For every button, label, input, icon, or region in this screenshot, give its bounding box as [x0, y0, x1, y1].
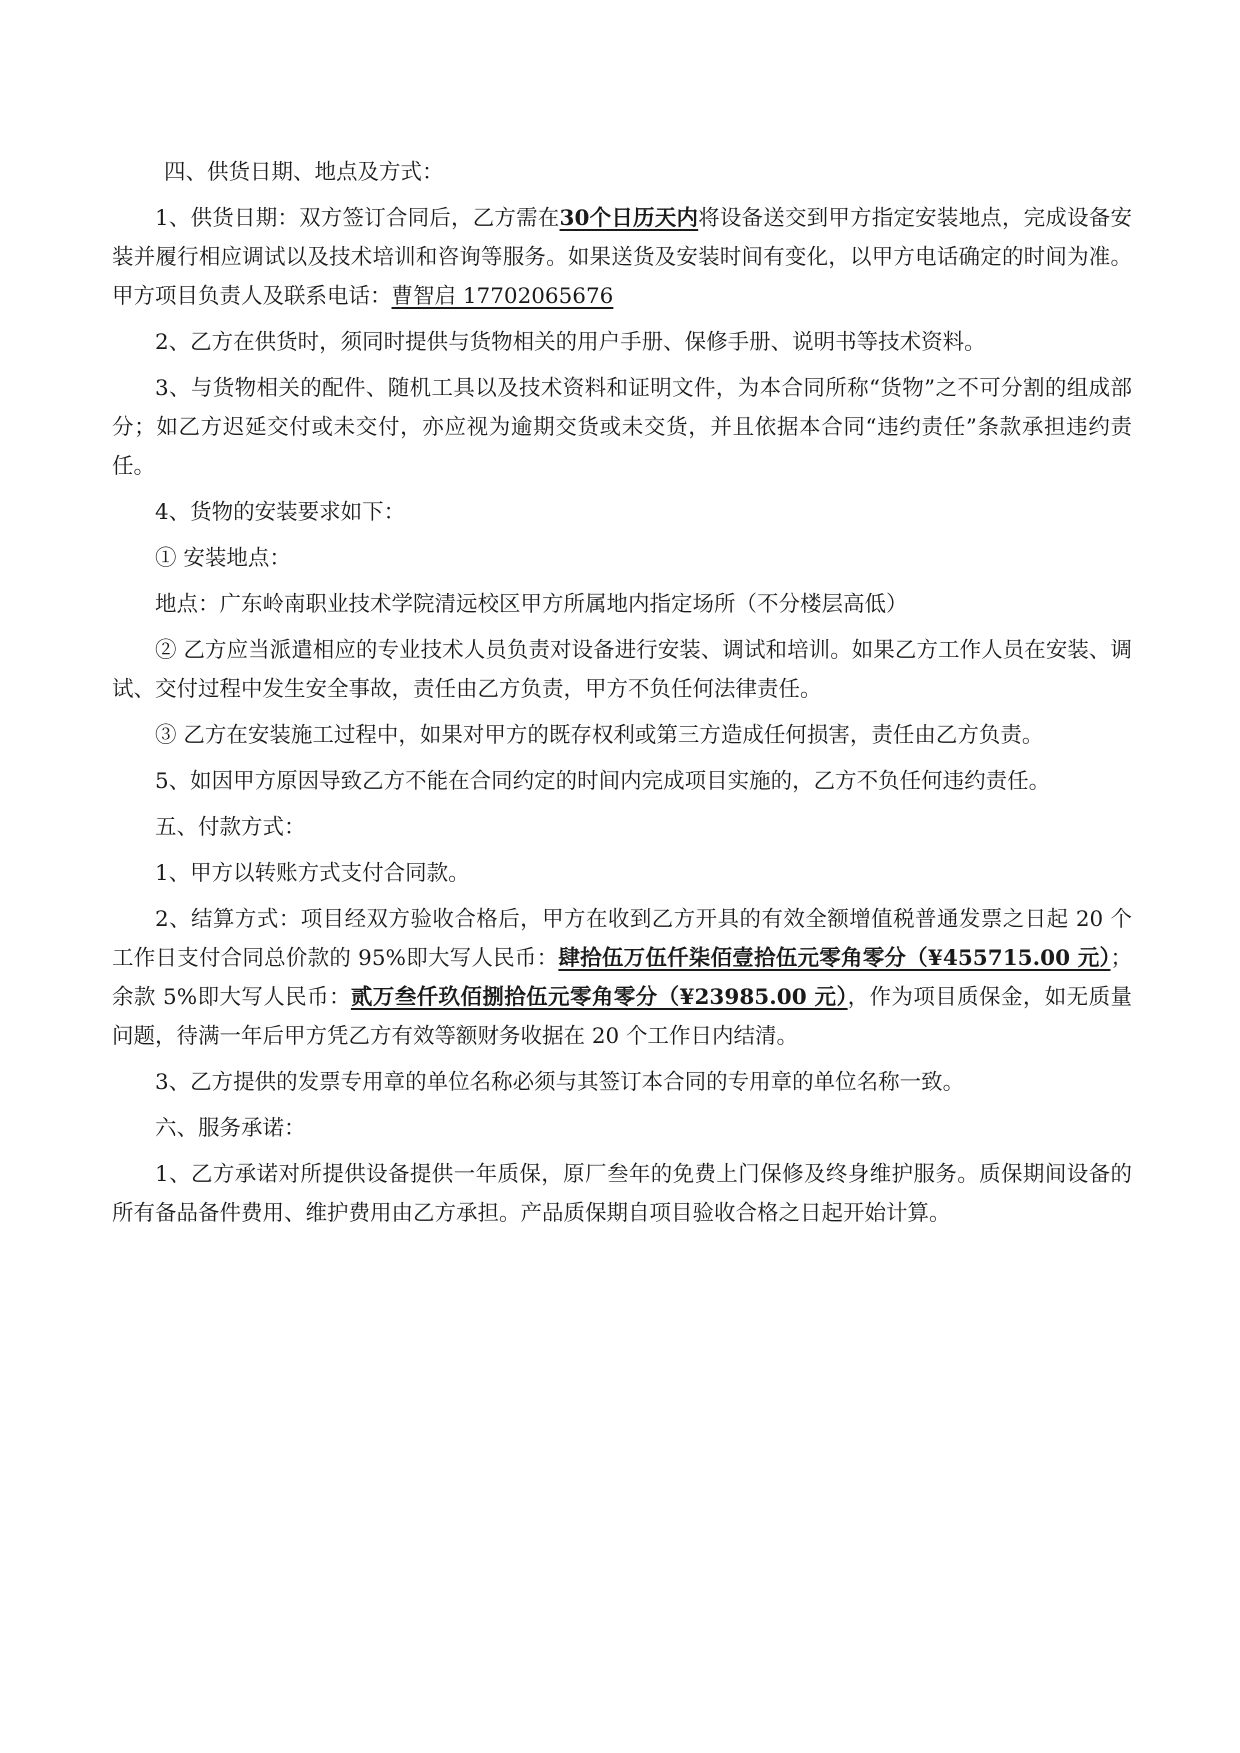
section4-accessories: 3、与货物相关的配件、随机工具以及技术资料和证明文件，为本合同所称“货物”之不可分割的组成部分；如乙方迟延交付或未交付，亦应视为逾期交货或未交货，并且依据本合同“违约责任”条款承担违约责任。 — [112, 376, 1132, 479]
install-personnel: ② 乙方应当派遣相应的专业技术人员负责对设备进行安装、调试和培训。如果乙方工作人员在安装、调试、交付过程中发生安全事故，责任由乙方负责，甲方不负任何法律责任。 — [112, 638, 1132, 702]
delivery-date-text: 1、供货日期：双方签订合同后，乙方需在 — [155, 206, 560, 231]
settlement-method — [112, 900, 1132, 1056]
warranty-commitment: 1、乙方承诺对所提供设备提供一年质保，原厂叁年的免费上门保修及终身维护服务。质保期间设备的所有备品备件费用、维护费用由乙方承担。产品质保期自项目验收合格之日起开始计算。 — [112, 1162, 1132, 1226]
install-location-heading: ① 安装地点： — [155, 546, 291, 571]
section5-heading: 五、付款方式： — [155, 815, 306, 840]
payment-amount-5: 贰万叁仟玖佰捌拾伍元零角零分（¥23985.00 元） — [350, 985, 848, 1010]
section4-heading: 四、供货日期、地点及方式： — [164, 160, 444, 185]
delivery-deadline: 30个日历天内 — [559, 206, 699, 231]
section4-documents: 2、乙方在供货时，须同时提供与货物相关的用户手册、保修手册、说明书等技术资料。 — [155, 330, 986, 355]
invoice-seal: 3、乙方提供的发票专用章的单位名称必须与其签订本合同的专用章的单位名称一致。 — [155, 1070, 965, 1095]
section4-delivery-date — [112, 199, 1132, 316]
settlement-text-end: ，作为项目质保金，如无质量问题，待满一年后甲方凭乙方有效等额财务收据在 20 个工作日内结清。 — [112, 985, 1132, 1049]
section4-install-requirements: 4、货物的安装要求如下： — [155, 500, 406, 525]
delivery-date-text-cont: 将设备送交到甲方指定安装地点，完成设备安装并履行相应调试以及技术培训和咨询等服务。如果送货及安装时间有变化，以甲方电话确定的时间为准。甲方项目负责人及联系电话： — [112, 206, 1132, 309]
section6-heading: 六、服务承诺： — [155, 1116, 306, 1141]
payment-transfer: 1、甲方以转账方式支付合同款。 — [155, 861, 470, 886]
contract-page — [112, 153, 1132, 1233]
install-damage: ③ 乙方在安装施工过程中，如果对甲方的既存权利或第三方造成任何损害，责任由乙方负责。 — [155, 723, 1044, 748]
settlement-text-mid: ；余款 5%即大写人民币： — [112, 946, 1132, 1010]
settlement-text: 2、结算方式：项目经双方验收合格后，甲方在收到乙方开具的有效全额增值税普通发票之日起 20 个工作日支付合同总价款的 95%即大写人民币： — [112, 907, 1132, 971]
section4-liability: 5、如因甲方原因导致乙方不能在合同约定的时间内完成项目实施的，乙方不负任何违约责任。 — [155, 769, 1051, 794]
project-contact: 曹智启 17702065676 — [391, 284, 614, 309]
install-location: 地点：广东岭南职业技术学院清远校区甲方所属地内指定场所（不分楼层高低） — [155, 592, 908, 617]
payment-amount-95: 肆拾伍万伍仟柒佰壹拾伍元零角零分（¥455715.00 元） — [558, 946, 1111, 971]
